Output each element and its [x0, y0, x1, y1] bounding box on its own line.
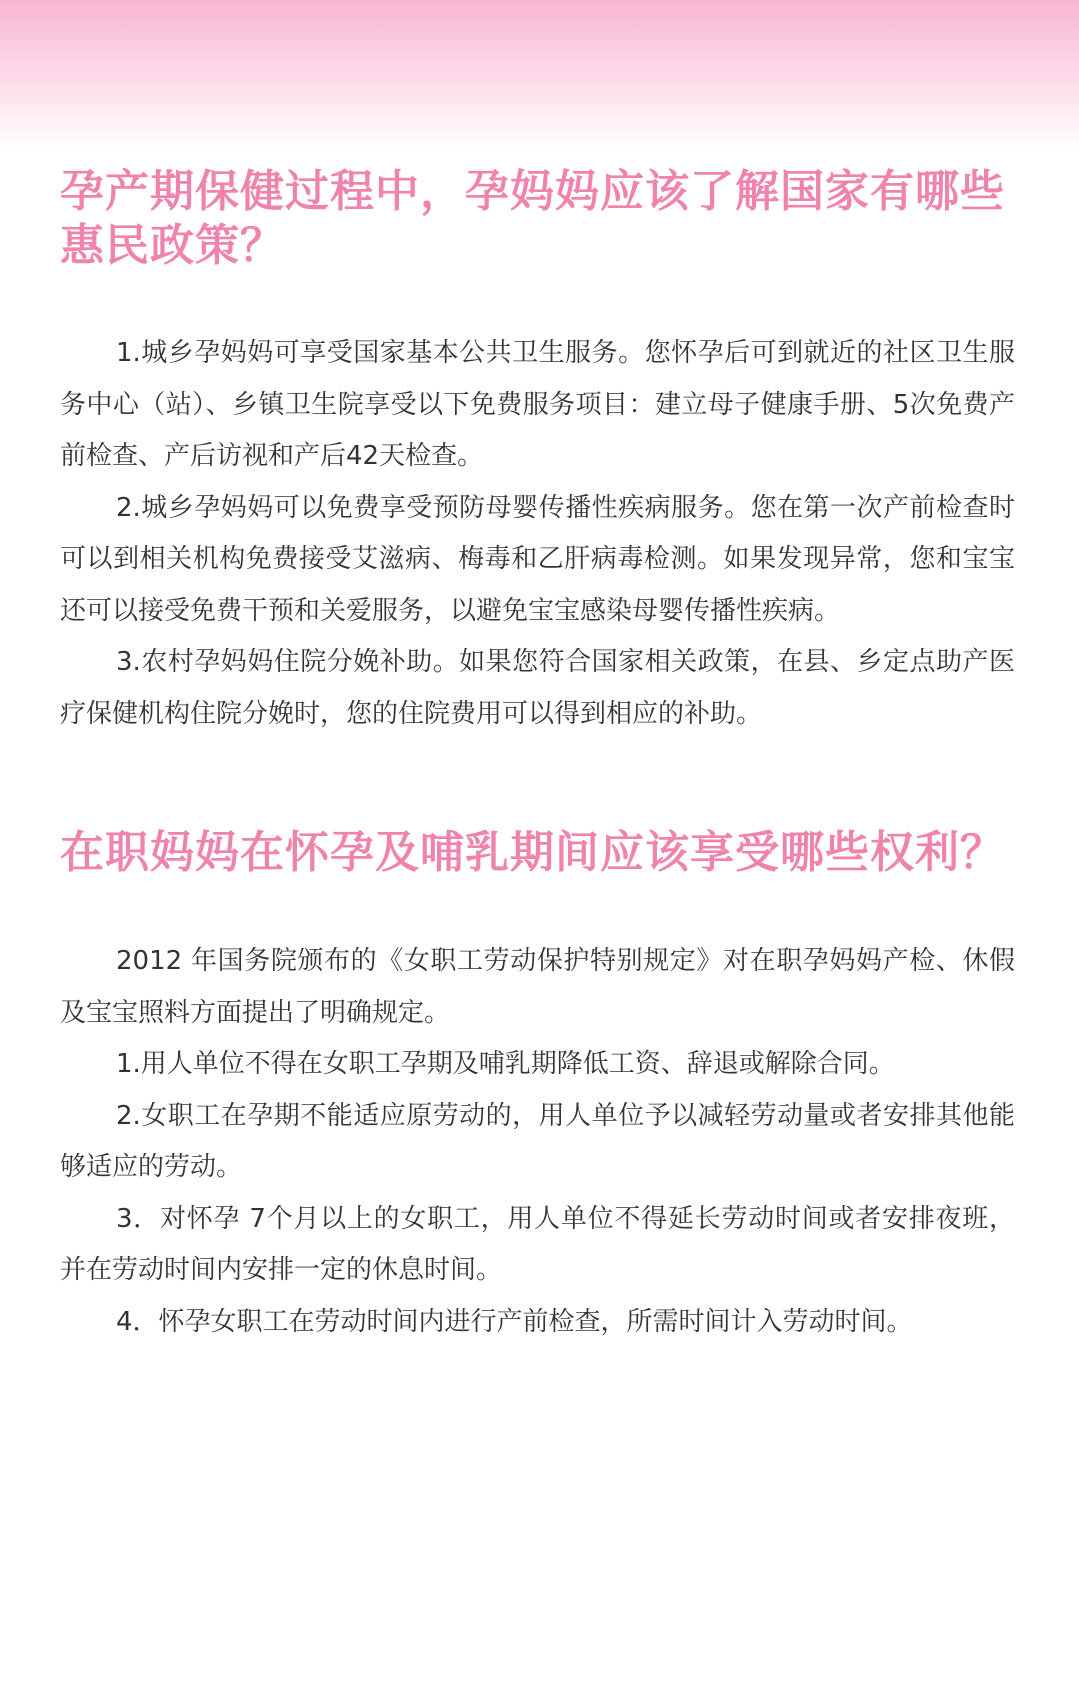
- section-body: [60, 328, 1015, 740]
- paragraph: 3.农村孕妈妈住院分娩补助。如果您符合国家相关政策，在县、乡定点助产医疗保健机构住院分娩时，您的住院费用可以得到相应的补助。: [60, 647, 1015, 729]
- top-gradient-band: [0, 0, 1079, 150]
- section-heading: 在职妈妈在怀孕及哺乳期间应该享受哪些权利？: [60, 827, 1005, 878]
- paragraph: 2.城乡孕妈妈可以免费享受预防母婴传播性疾病服务。您在第一次产前检查时可以到相关机构免费接受艾滋病、梅毒和乙肝病毒检测。如果发现异常，您和宝宝还可以接受免费干预和关爱服务，以避免宝宝感染母婴传播性疾病。: [60, 492, 1015, 626]
- section-working-mother-rights: [60, 826, 1015, 1348]
- paragraph: 4．怀孕女职工在劳动时间内进行产前检查，所需时间计入劳动时间。: [116, 1306, 913, 1337]
- paragraph: 1.城乡孕妈妈可享受国家基本公共卫生服务。您怀孕后可到就近的社区卫生服务中心（站）、乡镇卫生院享受以下免费服务项目：建立母子健康手册、5次免费产前检查、产后访视和产后42天检查。: [60, 338, 1015, 471]
- section-maternity-policies: [60, 165, 1015, 740]
- section-heading: 孕产期保健过程中，孕妈妈应该了解国家有哪些惠民政策？: [60, 166, 1005, 271]
- paragraph: 2012 年国务院颁布的《女职工劳动保护特别规定》对在职孕妈妈产检、休假及宝宝照料方面提出了明确规定。: [60, 946, 1015, 1028]
- paragraph: 3．对怀孕 7个月以上的女职工，用人单位不得延长劳动时间或者安排夜班，并在劳动时间内安排一定的休息时间。: [60, 1203, 1015, 1285]
- section-body: [60, 936, 1015, 1348]
- paragraph: 1.用人单位不得在女职工孕期及哺乳期降低工资、辞退或解除合同。: [116, 1049, 895, 1079]
- document-content: [60, 165, 1015, 1348]
- paragraph: 2.女职工在孕期不能适应原劳动的，用人单位予以减轻劳动量或者安排其他能够适应的劳动。: [60, 1100, 1015, 1182]
